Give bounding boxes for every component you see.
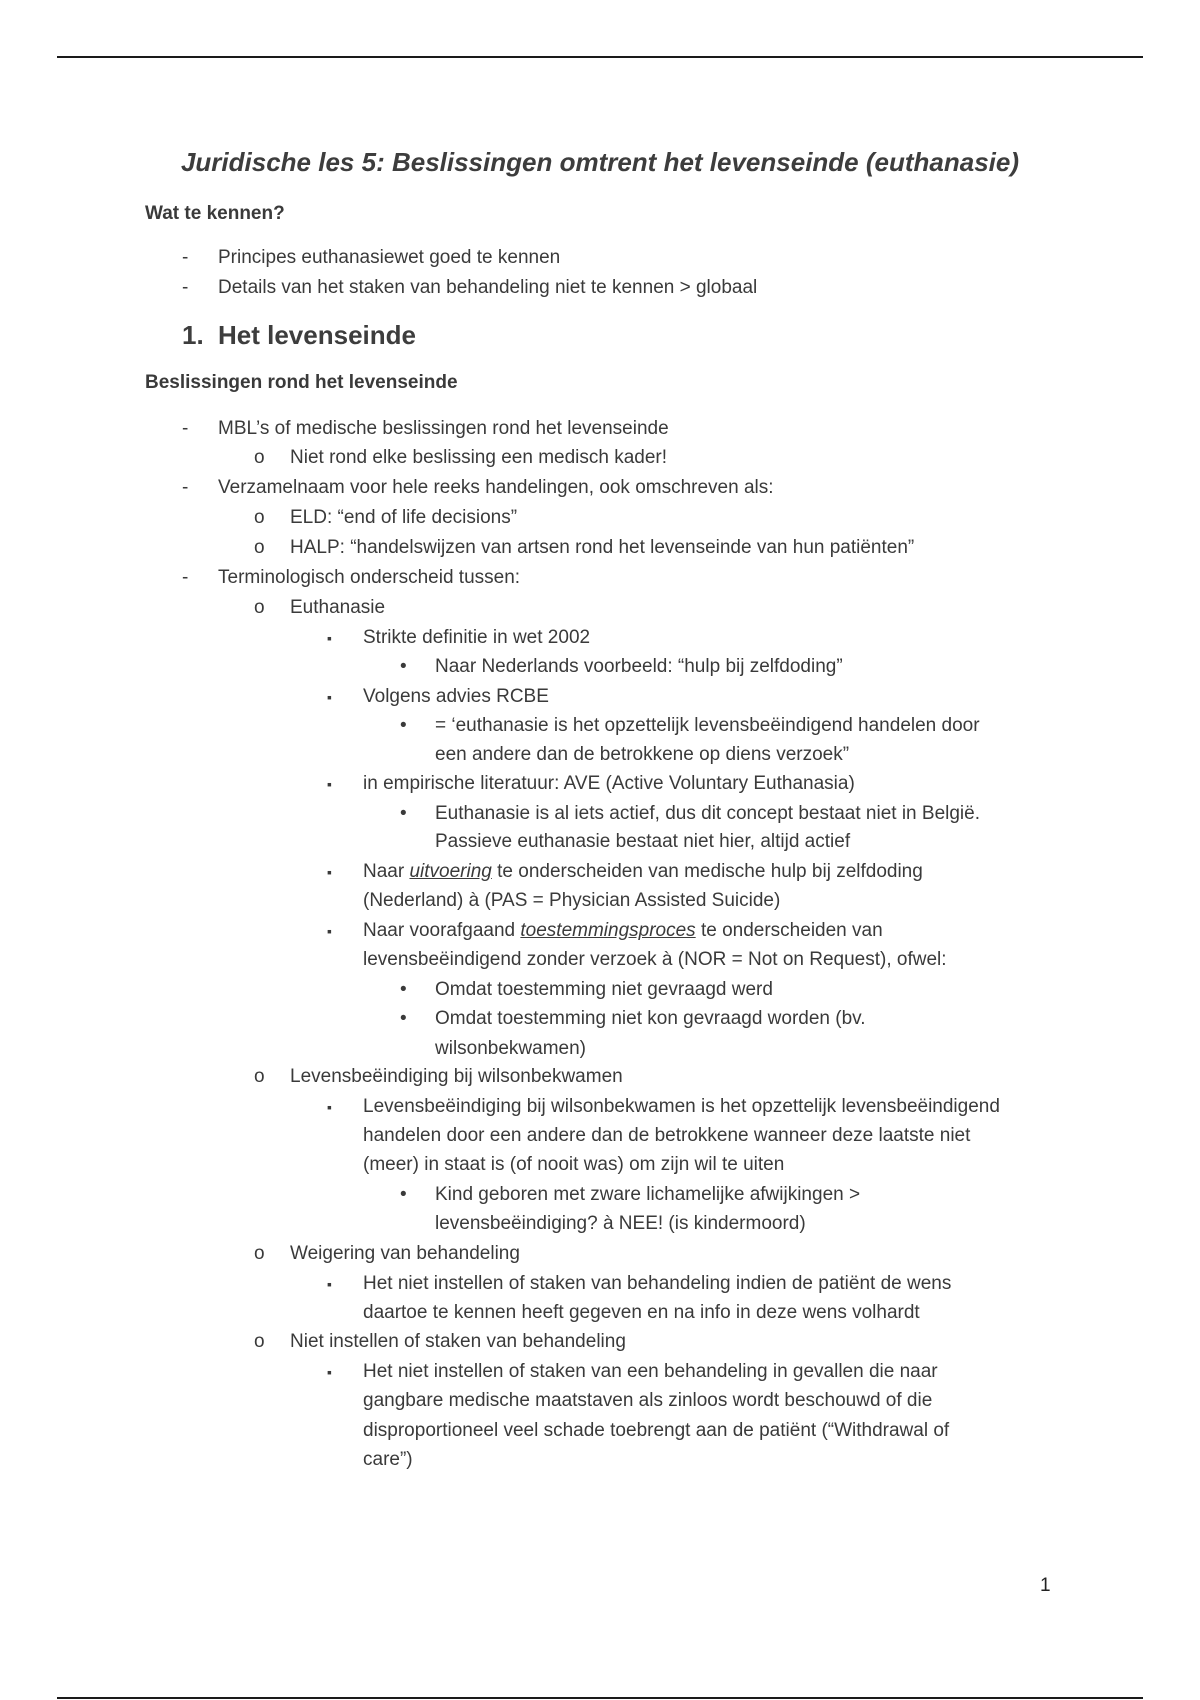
text-run: Naar voorafgaand bbox=[363, 920, 521, 941]
list-item: Weigering van behandeling bbox=[290, 1243, 520, 1264]
footer-rule bbox=[57, 1697, 1143, 1699]
circle-bullet: o bbox=[254, 447, 265, 468]
list-item: Niet rond elke beslissing een medisch kader! bbox=[290, 447, 668, 468]
square-bullet: ▪ bbox=[327, 1276, 332, 1292]
list-item: HALP: “handelswijzen van artsen rond het levenseinde van hun patiënten” bbox=[290, 537, 915, 558]
section-title: Het levenseinde bbox=[218, 320, 416, 350]
list-item-continuation: (Nederland) à (PAS = Physician Assisted Suicide) bbox=[363, 890, 781, 911]
list-item: MBL’s of medische beslissingen rond het levenseinde bbox=[218, 418, 669, 439]
list-item-continuation: wilsonbekwamen) bbox=[435, 1038, 587, 1059]
list-item bbox=[363, 861, 923, 883]
dot-bullet: • bbox=[400, 803, 407, 824]
square-bullet: ▪ bbox=[327, 1099, 332, 1115]
dot-bullet: • bbox=[400, 656, 407, 677]
square-bullet: ▪ bbox=[327, 689, 332, 705]
list-item: Details van het staken van behandeling niet te kennen > globaal bbox=[218, 277, 758, 298]
list-item: Euthanasie bbox=[290, 597, 386, 618]
list-item: Het niet instellen of staken van een behandeling in gevallen die naar bbox=[363, 1361, 938, 1382]
list-item: Omdat toestemming niet gevraagd werd bbox=[435, 979, 773, 1000]
square-bullet: ▪ bbox=[327, 1364, 332, 1380]
list-item-continuation: gangbare medische maatstaven als zinloos wordt beschouwd of die bbox=[363, 1390, 933, 1411]
list-item-continuation: handelen door een andere dan de betrokkene wanneer deze laatste niet bbox=[363, 1125, 971, 1146]
page-number: 1 bbox=[1040, 1575, 1051, 1596]
list-item: Terminologisch onderscheid tussen: bbox=[218, 567, 521, 588]
list-item: in empirische literatuur: AVE (Active Voluntary Euthanasia) bbox=[363, 773, 855, 794]
underlined-term: toestemmingsproces bbox=[520, 920, 696, 941]
list-item: Naar Nederlands voorbeeld: “hulp bij zelfdoding” bbox=[435, 656, 843, 677]
circle-bullet: o bbox=[254, 507, 265, 528]
square-bullet: ▪ bbox=[327, 776, 332, 792]
list-item: Strikte definitie in wet 2002 bbox=[363, 627, 591, 648]
list-item: Het niet instellen of staken van behandeling indien de patiënt de wens bbox=[363, 1273, 952, 1294]
list-item: Levensbeëindiging bij wilsonbekwamen bbox=[290, 1066, 623, 1087]
dot-bullet: • bbox=[400, 1008, 407, 1029]
square-bullet: ▪ bbox=[327, 923, 332, 939]
list-item: = ‘euthanasie is het opzettelijk levensbeëindigend handelen door bbox=[435, 715, 980, 736]
list-item: ELD: “end of life decisions” bbox=[290, 507, 518, 528]
square-bullet: ▪ bbox=[327, 864, 332, 880]
section-number: 1. bbox=[182, 320, 204, 350]
list-item-continuation: Passieve euthanasie bestaat niet hier, altijd actief bbox=[435, 831, 851, 852]
dot-bullet: • bbox=[400, 715, 407, 736]
section-heading bbox=[182, 320, 416, 351]
page-title: Juridische les 5: Beslissingen omtrent het levenseinde (euthanasie) bbox=[180, 147, 1020, 177]
dash-bullet: - bbox=[182, 477, 189, 498]
square-bullet: ▪ bbox=[327, 630, 332, 646]
circle-bullet: o bbox=[254, 537, 265, 558]
list-item-continuation: levensbeëindigend zonder verzoek à (NOR = Not on Request), ofwel: bbox=[363, 949, 947, 970]
section-subheading: Beslissingen rond het levenseinde bbox=[145, 372, 458, 393]
circle-bullet: o bbox=[254, 1331, 265, 1352]
list-item: Levensbeëindiging bij wilsonbekwamen is het opzettelijk levensbeëindigend bbox=[363, 1096, 1000, 1117]
list-item: Euthanasie is al iets actief, dus dit concept bestaat niet in België. bbox=[435, 803, 980, 824]
dash-bullet: - bbox=[182, 277, 189, 298]
list-item: Niet instellen of staken van behandeling bbox=[290, 1331, 626, 1352]
list-item-continuation: levensbeëindiging? à NEE! (is kindermoord) bbox=[435, 1213, 806, 1234]
list-item-continuation: een andere dan de betrokkene op diens verzoek” bbox=[435, 744, 850, 765]
text-run: te onderscheiden van medische hulp bij zelfdoding bbox=[491, 861, 923, 882]
circle-bullet: o bbox=[254, 1066, 265, 1087]
list-item-continuation: disproportioneel veel schade toebrengt aan de patiënt (“Withdrawal of bbox=[363, 1420, 950, 1441]
text-run: Naar bbox=[363, 861, 410, 882]
list-item: Principes euthanasiewet goed te kennen bbox=[218, 247, 561, 268]
list-item bbox=[363, 920, 883, 942]
list-item: Omdat toestemming niet kon gevraagd worden (bv. bbox=[435, 1008, 866, 1029]
list-item-continuation: care”) bbox=[363, 1449, 413, 1470]
list-item: Volgens advies RCBE bbox=[363, 686, 549, 707]
text-run: te onderscheiden van bbox=[695, 920, 883, 941]
list-item-continuation: daartoe te kennen heeft gegeven en na info in deze wens volhardt bbox=[363, 1302, 920, 1323]
underlined-term: uitvoering bbox=[409, 861, 492, 882]
dash-bullet: - bbox=[182, 567, 189, 588]
list-item: Verzamelnaam voor hele reeks handelingen, ook omschreven als: bbox=[218, 477, 774, 498]
wat-te-kennen-heading: Wat te kennen? bbox=[145, 203, 285, 224]
dot-bullet: • bbox=[400, 979, 407, 1000]
list-item: Kind geboren met zware lichamelijke afwijkingen > bbox=[435, 1184, 861, 1205]
circle-bullet: o bbox=[254, 597, 265, 618]
dot-bullet: • bbox=[400, 1184, 407, 1205]
header-rule bbox=[57, 56, 1143, 58]
dash-bullet: - bbox=[182, 418, 189, 439]
dash-bullet: - bbox=[182, 247, 189, 268]
circle-bullet: o bbox=[254, 1243, 265, 1264]
list-item-continuation: (meer) in staat is (of nooit was) om zijn wil te uiten bbox=[363, 1154, 785, 1175]
